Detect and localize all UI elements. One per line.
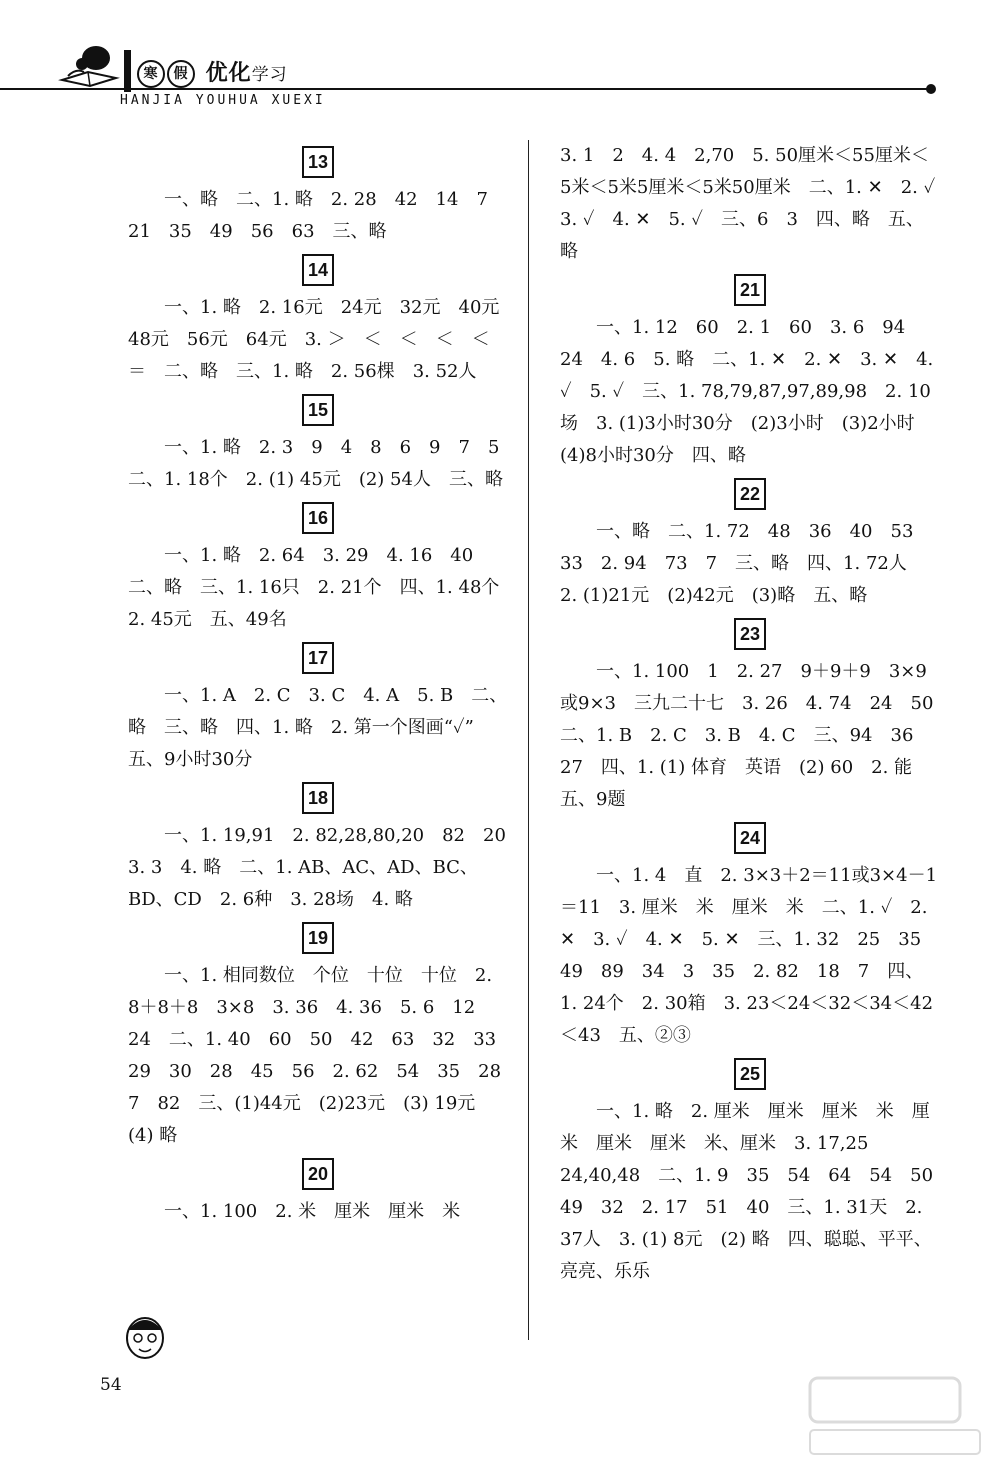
answer-text: 一、1. 略 2. 厘米 厘米 厘米 米 厘米 厘米 厘米 米、厘米 3. 17,25 24,40,48 二、1. 9 35 54 64 54 50 49 32 2. 17 51 40 三、1. 31天 2. 37人 3. (1) 8元 (2) 略 四、聪聪、平平、亮亮、乐乐 bbox=[560, 1101, 952, 1282]
watermark-logo bbox=[790, 1370, 990, 1460]
answer-text: 一、1. 19,91 2. 82,28,80,20 82 20 3. 3 4. 略 二、1. AB、AC、AD、BC、BD、CD 2. 6种 3. 28场 4. 略 bbox=[128, 825, 524, 910]
section-number: 21 bbox=[734, 274, 766, 306]
section-number: 18 bbox=[302, 782, 334, 814]
section-number: 25 bbox=[734, 1058, 766, 1090]
header-bar bbox=[124, 50, 131, 92]
header-rule-dot bbox=[926, 84, 936, 94]
section-number: 19 bbox=[302, 922, 334, 954]
reading-child-icon bbox=[58, 42, 122, 88]
answer-text: 一、1. 略 2. 3 9 4 8 6 9 7 5 二、1. 18个 2. (1) 45元 (2) 54人 三、略 bbox=[128, 437, 518, 490]
answer-text: 一、1. 12 60 2. 1 60 3. 6 94 24 4. 6 5. 略 二、1. ✕ 2. ✕ 3. ✕ 4. ✓ 5. ✓ 三、1. 78,79,87,97,89,98 2. 10场 3. (1)3小时30分 (2)3小时 (3)2小时 (4)8小时30分 四、略 bbox=[560, 317, 939, 466]
page-header bbox=[0, 0, 1000, 130]
brand-main: 优化 bbox=[205, 60, 252, 86]
section-number: 15 bbox=[302, 394, 334, 426]
answer-text: 一、1. A 2. C 3. C 4. A 5. B 二、略 三、略 四、1. 略 2. 第一个图画“✓” 五、9小时30分 bbox=[128, 685, 508, 770]
answer-text: 一、1. 100 1 2. 27 9＋9＋9 3×9或9×3 三九二十七 3. 26 4. 74 24 50 二、1. B 2. C 3. B 4. C 三、94 36 27 四、1. (1) 体育 英语 (2) 60 2. 能 五、9题 bbox=[560, 661, 952, 810]
answer-text: 3. 1 2 4. 4 2,70 5. 50厘米＜55厘米＜5米＜5米5厘米＜5米50厘米 二、1. ✕ 2. ✓ 3. ✓ 4. ✕ 5. ✓ 三、6 3 四、略 五、略 bbox=[560, 145, 954, 262]
section-number: 24 bbox=[734, 822, 766, 854]
answer-text: 一、略 二、1. 72 48 36 40 53 33 2. 94 73 7 三、略 四、1. 72人 2. (1)21元 (2)42元 (3)略 五、略 bbox=[560, 521, 932, 606]
answer-text: 一、1. 略 2. 16元 24元 32元 40元 48元 56元 64元 3. ＞ ＜ ＜ ＜ ＜ ＝ 二、略 三、1. 略 2. 56棵 3. 52人 bbox=[128, 297, 518, 382]
answer-text: 一、1. 4 直 2. 3×3＋2＝11或3×4－1＝11 3. 厘米 米 厘米 米 二、1. ✓ 2. ✕ 3. ✓ 4. ✕ 5. ✕ 三、1. 32 25 35 49 89 34 3 35 2. 82 18 7 四、1. 24个 2. 30箱 3. 23＜24＜32＜34＜42＜43 五、②③ bbox=[560, 865, 940, 1046]
section-number: 13 bbox=[302, 146, 334, 178]
right-column bbox=[560, 140, 954, 1288]
page-number: 54 bbox=[100, 1375, 122, 1395]
section-number: 23 bbox=[734, 618, 766, 650]
left-column bbox=[128, 140, 524, 1228]
cartoon-face-icon bbox=[122, 1310, 168, 1370]
section-number: 17 bbox=[302, 642, 334, 674]
answer-text: 一、1. 相同数位 个位 十位 十位 2. 8＋8＋8 3×8 3. 36 4. 36 5. 6 12 24 二、1. 40 60 50 42 63 32 33 29 30 28 45 56 2. 62 54 35 28 7 82 三、(1)44元 (2)23元 (3) 19元 (4) 略 bbox=[128, 965, 520, 1146]
section-number: 20 bbox=[302, 1158, 334, 1190]
section-number: 14 bbox=[302, 254, 334, 286]
section-number: 22 bbox=[734, 478, 766, 510]
answer-text: 一、略 二、1. 略 2. 28 42 14 7 21 35 49 56 63 三、略 bbox=[128, 189, 506, 242]
header-rule bbox=[0, 88, 930, 90]
header-subtitle: HANJIA YOUHUA XUEXI bbox=[120, 93, 326, 108]
answer-text: 一、1. 100 2. 米 厘米 厘米 米 bbox=[164, 1201, 461, 1222]
brand-small: 学习 bbox=[251, 65, 288, 85]
brand-title bbox=[137, 56, 288, 88]
brand-char-1: 寒 bbox=[137, 60, 165, 88]
section-number: 16 bbox=[302, 502, 334, 534]
brand-char-2: 假 bbox=[167, 60, 195, 88]
answer-text: 一、1. 略 2. 64 3. 29 4. 16 40 二、略 三、1. 16只 2. 21个 四、1. 48个 2. 45元 五、49名 bbox=[128, 545, 518, 630]
column-divider bbox=[528, 140, 529, 1340]
